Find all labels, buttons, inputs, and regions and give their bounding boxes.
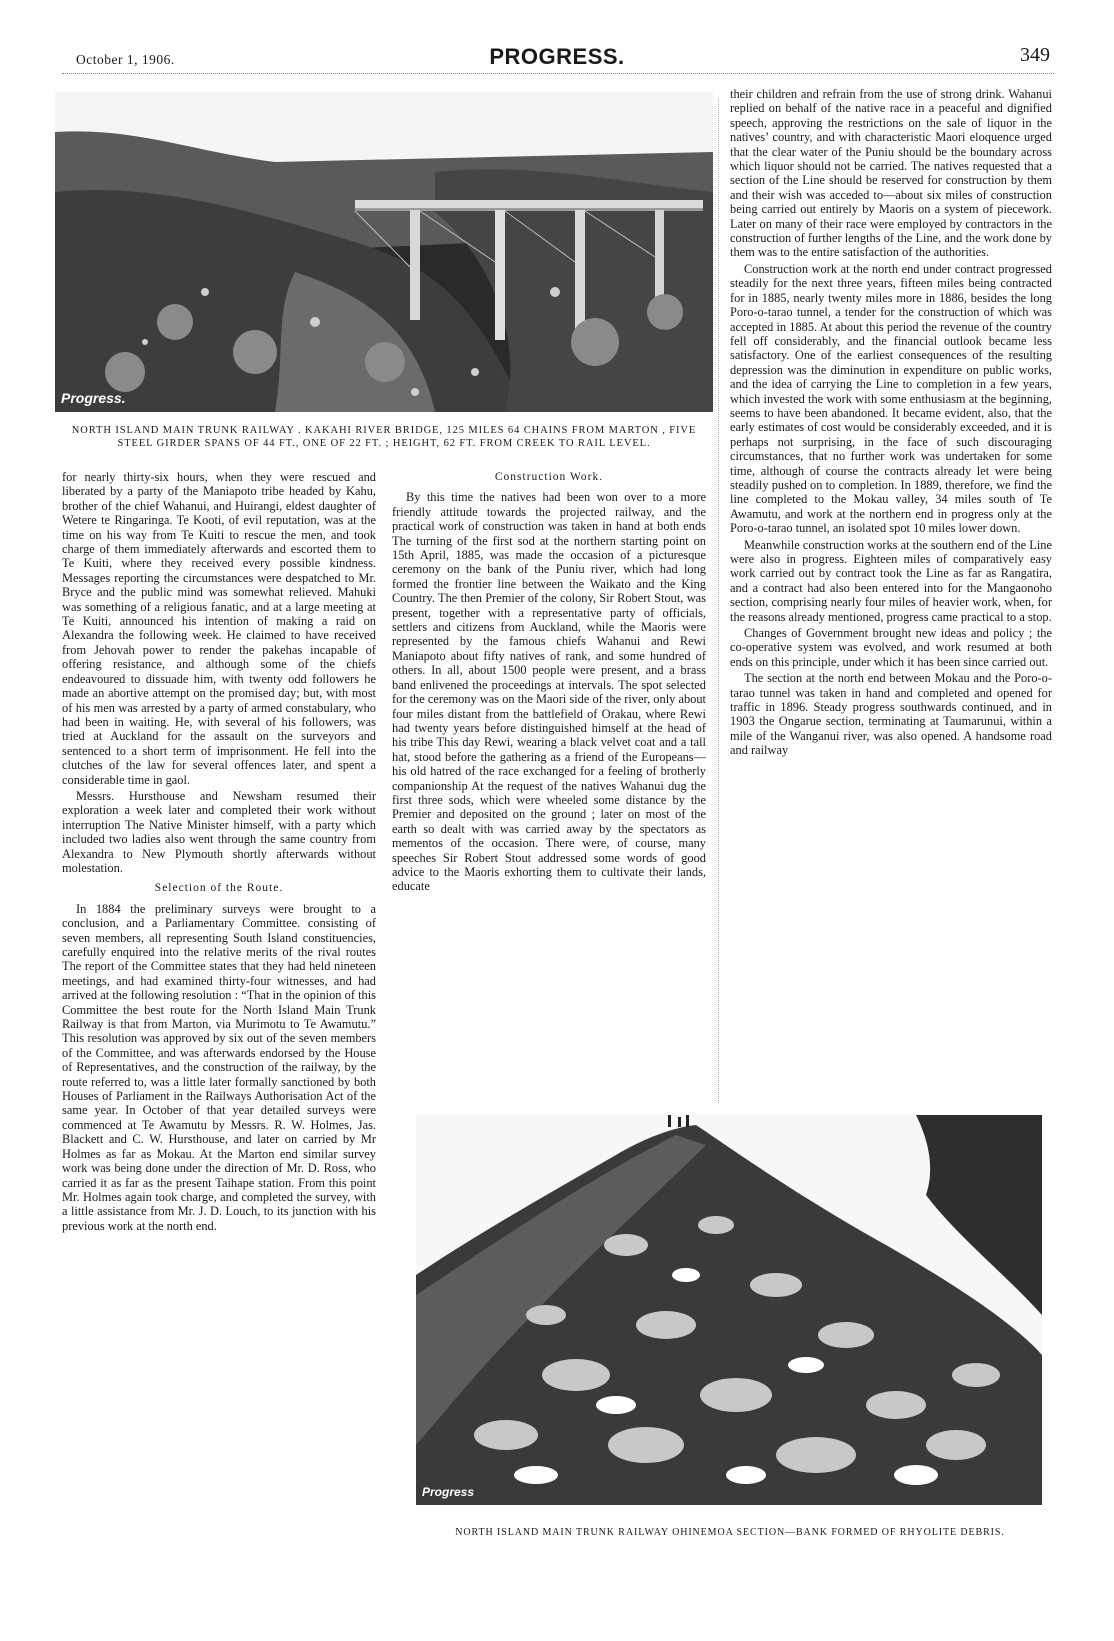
ohinemoa-bank-photo [416,1115,1042,1505]
section-heading-construction: Construction Work. [494,471,604,483]
column-2 [392,470,706,896]
col1-paragraph-3: In 1884 the preliminary surveys were brought to a conclusion, and a Parliamentary Committee. consisting of seven members, all representing South Island constituencies, carefully enquired into the relative merits of the rival routes The report of the Committee states that they had held nineteen meetings, and had examined thirty-four witnesses, and had arrived at the following resolution : “That in the opinion of this Committee the best route for the North Island Main Trunk Railway is that from Marton, via Murimotu to Te Awamutu.” This resolution was approved by six out of the seven members of the Committee, and was afterwards endorsed by the House of Representatives, and the construction of the railway, by the route referred to, was a little later formally sanctioned by both Houses of Parliament in the Railways Authorisation Act of the same year. In October of that year detailed surveys were commenced at Te Awamutu by Messrs. R. W. Holmes, Jas. Blackett and C. W. Hursthouse, and later on carried by Mr Holmes as far as Mokau. At the Marton end similar survey work was being done under the direction of Mr. D. Ross, who carried it as far as the present Taihape station. From this point Mr. Holmes again took charge, and completed the survey, with a little assistance from Mr. J. D. Louch, to its junction with his previous work at the north end. [62,901,376,1233]
column-3 [730,87,1052,760]
col3-paragraph-3: Meanwhile construction works at the southern end of the Line were also in progress. Eighteen miles of comparatively easy work carried out by contract took the Line as far as Rangatira, and a contract had also been entered into for the Mangaonoho section, comprising nearly four miles of heavier work, when, for the reasons already mentioned, progress came practical to a stop. [730,537,1052,624]
photo-label-top: Progress. [61,390,126,406]
col2-paragraph-1: By this time the natives had been won over to a more friendly attitude towards the projected railway, and the practical work of construction was taken in hand at both ends The turning of the first sod at the northern starting point on 15th April, 1885, was made the occasion of a picturesque ceremony on the bank of the Puniu river, which had long formed the frontier line between the Waikato and the King Country. The then Premier of the colony, Sir Robert Stout, was present, together with a representative party of officials, settlers and citizens from Auckland, while the Maoris were represented by the famous chiefs Wahanui and Rewi Maniapoto about fifty natives of rank, and some hundred of others. In all, about 1500 people were present, and a brass band enlivened the proceedings at intervals. The spot selected for the ceremony was on the Maori side of the river, only about four miles distant from the battlefield of Orakau, where Rewi had twenty years before distinguished himself at the head of his tribe This day Rewi, wearing a black velvet coat and a tall hat, stood before the gathering as a friend of the Europeans—his old hatred of the race exchanged for a feeling of brotherly companionship At the request of the natives Wahanui dug the first three sods, which were wheeled some distance by the Premier and deposited on the ground ; later on most of the earth so dealt with was carried away by the spectators as mementos of the occasion. There were, of course, many speeches Sir Robert Stout addressed some words of good advice to the Maoris exhorting them to cultivate their lands, educate [392,490,706,894]
col1-paragraph-2: Messrs. Hursthouse and Newsham resumed their exploration a week later and completed their work without interruption The Native Minister himself, with a party which included two ladies also went through the same country from Alexandra to New Plymouth shortly afterwards without molestation. [62,788,376,875]
bank-photo-drawing [416,1115,1042,1505]
column-divider [718,98,719,1103]
col3-paragraph-4: Changes of Government brought new ideas and policy ; the co-operative system was evolved, and work resumed at both ends on this principle, under which it has been since carried out. [730,626,1052,669]
top-photo-caption-line1: NORTH ISLAND MAIN TRUNK RAILWAY . KAKAHI RIVER BRIDGE, 125 MILES 64 CHAINS FROM MARTON , FIVE [71,425,697,436]
top-photo-caption-line2: STEEL GIRDER SPANS OF 44 FT., ONE OF 22 FT. ; HEIGHT, 62 FT. FROM CREEK TO RAIL LEVEL. [117,438,651,449]
header-rule [62,73,1054,74]
photo-label-bottom: Progress [422,1485,475,1499]
section-heading-route: Selection of the Route. [154,882,284,895]
bottom-photo-caption: NORTH ISLAND MAIN TRUNK RAILWAY OHINEMOA SECTION—BANK FORMED OF RHYOLITE DEBRIS. [455,1527,1005,1538]
publication-title: PROGRESS. [489,44,625,69]
column-1 [62,470,376,1235]
col3-paragraph-2: Construction work at the north end under contract progressed steadily for the next three years, fifteen miles being contracted for in 1885, nearly twenty miles more in 1886, besides the long Poro-o-tarao tunnel, a tender for the construction of which was accepted in 1885. At about this period the revenue of the country fell off considerably, and the financial outlook became less satisfactory. One of the earliest consequences of the resulting depression was the diminution in expenditure on public works, and the idea of carrying the Line to completion in a few years, which invested the work with some enthusiasm at the beginning, seems to have been abandoned. It became evident, also, that the early estimates of cost would be considerably exceeded, and it is perhaps not surprising, in the face of such discouraging circumstances, that no further work was undertaken for some time, although of course the contracts already let were being steadily pushed on to completion. In 1889, therefore, we find the line completed to the Mokau valley, 34 miles south of Te Awamutu, and work at the northern end in progress only at the Poro-o-tarao tunnel, an isolated spot 10 miles lower down. [730,261,1052,536]
kakahi-bridge-photo [55,92,713,412]
issue-date: October 1, 1906. [76,52,175,67]
bridge-photo-drawing [55,92,713,412]
col1-paragraph-1: for nearly thirty-six hours, when they were rescued and liberated by a party of the Maniapoto tribe headed by Kahu, brother of the chief Wahanui, and Huirangi, eldest daughter of Wetere te Ringaringa. Te Kooti, of evil reputation, was at the time on his way from Te Kuiti to rescue the men, and took charge of them immediately afterwards and escorted them to Te Kuiti, where they received every possible kindness. Messages reporting the circumstances were despatched to Mr. Bryce and the public mind was somewhat relieved. Mahuki was something of a religious fanatic, and at a large meeting at Te Kuiti, announced his intention of making a raid on Alexandra the following week. He claimed to have received from Jehovah power to render the pakehas incapable of offering resistance, and although some of the chiefs endeavoured to dissuade him, with twenty odd followers he made an abortive attempt on the promised day; but, with most of his men was arrested by a party of armed constabulary, who had been in waiting. He, with several of his followers, was tried at Auckland for the assault on the surveyors and sentenced to a short term of imprisonment. He fell into the clutches of the law for several offences later, and spent a considerable time in gaol. [62,470,376,787]
col3-paragraph-5: The section at the north end between Mokau and the Poro-o-tarao tunnel was taken in hand and completed and opened for traffic in 1896. Steady progress southwards continued, and in 1903 the Ongarue section, terminating at Taumarunui, within a mile of the Wanganui river, was also opened. A handsome road and railway [730,671,1052,758]
col3-paragraph-1: their children and refrain from the use of strong drink. Wahanui replied on behalf of the native race in a peaceful and dignified speech, approving the restrictions on the sale of liquor in the natives’ country, and with characteristic Maori eloquence urged that the clear water of the Puniu should be the boundary across which liquor should not be carried. The natives requested that a section of the Line should be reserved for construction by them and their wish was acceded to—about six miles of construction being carried out entirely by Maoris on a system of piecework. Later on many of their race were employed by contractors in the construction of further lengths of the Line, and the work done by them was to the entire satisfaction of the authorities. [730,87,1052,260]
page-number: 349 [1020,44,1050,66]
